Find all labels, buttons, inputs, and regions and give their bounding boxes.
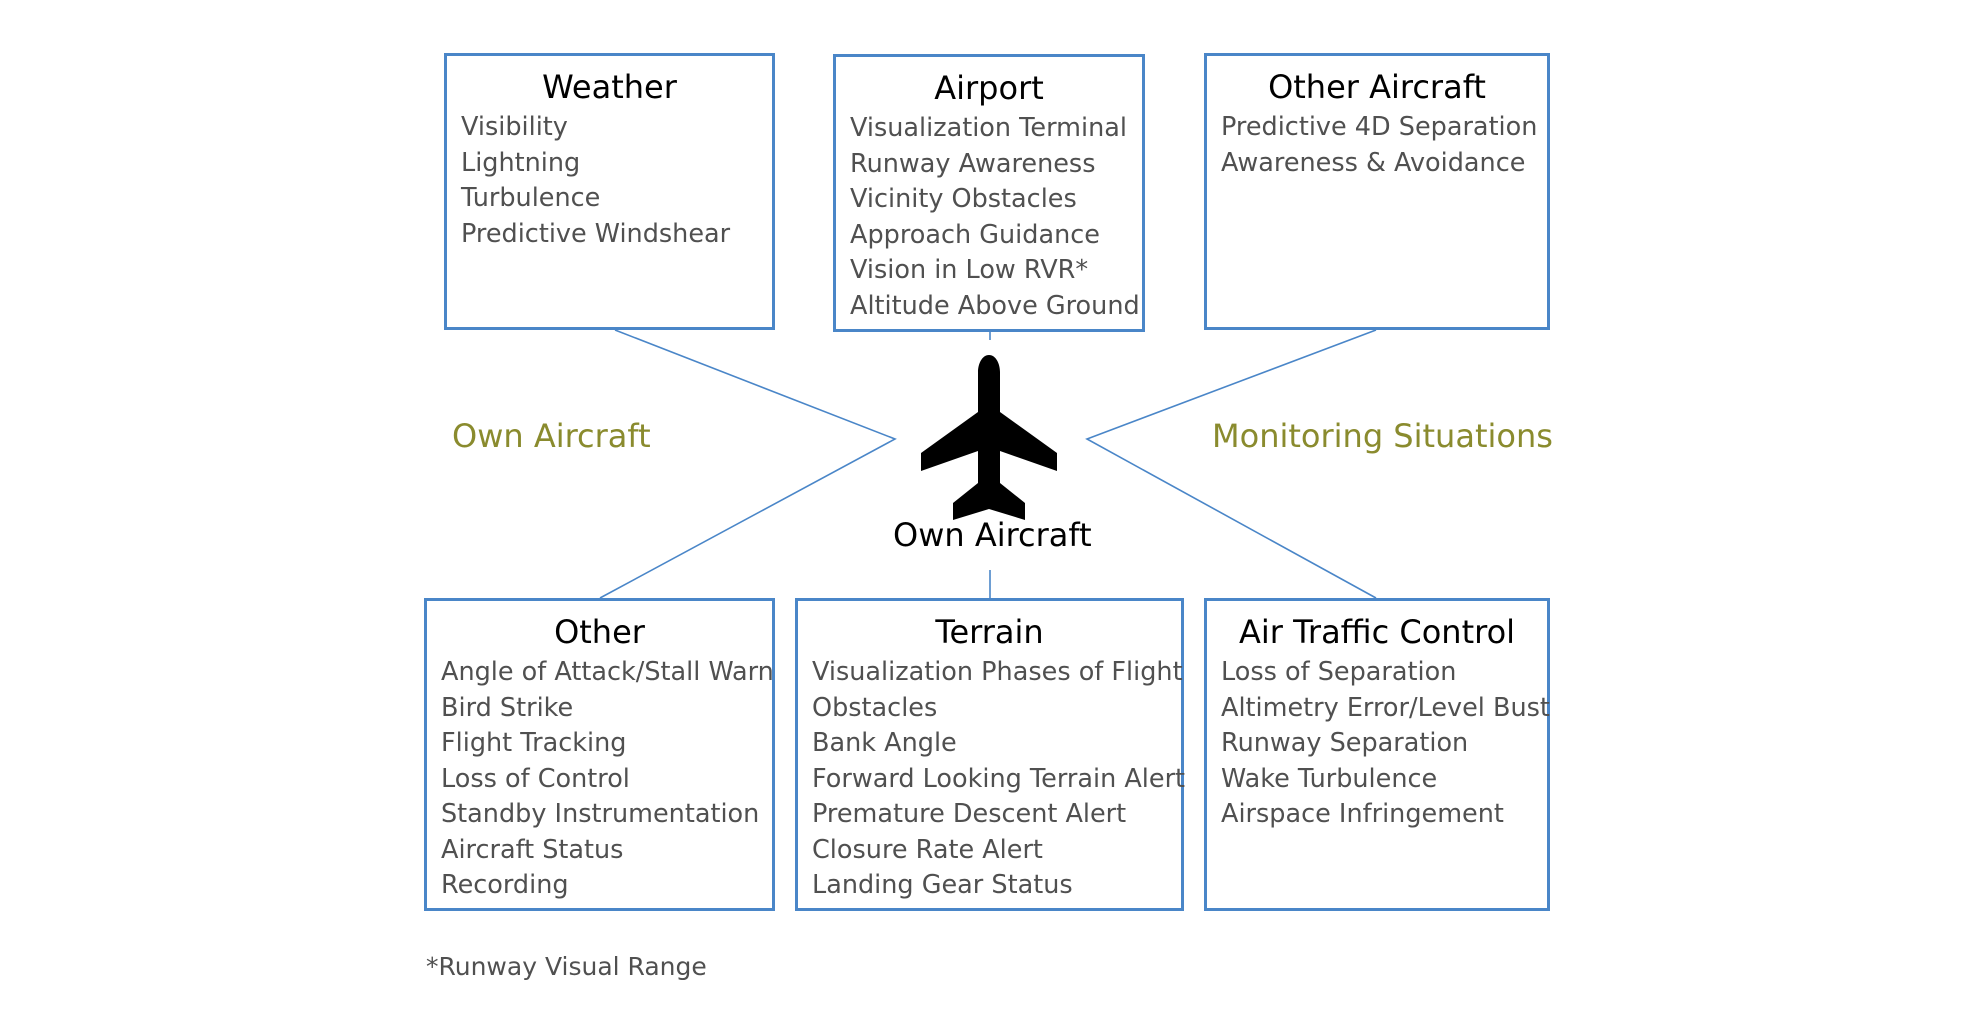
other-title: Other <box>554 613 645 651</box>
atc-list <box>1207 655 1550 833</box>
list-item: Airspace Infringement <box>1221 799 1504 829</box>
list-item: Obstacles <box>812 692 938 723</box>
terrain-list <box>798 655 1186 904</box>
list-item: Wake Turbulence <box>1221 763 1438 794</box>
connector-left <box>600 330 895 598</box>
list-item: Closure Rate Alert <box>812 834 1043 865</box>
list-item: Bird Strike <box>441 692 574 723</box>
list-item: Aircraft Status <box>441 834 624 865</box>
list-item: Angle of Attack/Stall Warn <box>441 657 774 687</box>
list-item: Runway Awareness <box>850 148 1096 179</box>
list-item: Forward Looking Terrain Alert <box>812 763 1186 794</box>
list-item: Awareness & Avoidance <box>1221 147 1526 178</box>
weather-title: Weather <box>542 68 677 106</box>
other-aircraft-title: Other Aircraft <box>1268 68 1486 106</box>
terrain-box <box>795 598 1184 911</box>
airport-list <box>836 111 1142 324</box>
terrain-title: Terrain <box>935 613 1044 651</box>
right-side-label: Monitoring Situations <box>1212 417 1553 455</box>
list-item: Recording <box>441 870 569 900</box>
other-aircraft-list <box>1207 110 1547 181</box>
list-item: Approach Guidance <box>850 219 1100 250</box>
other-aircraft-box <box>1204 53 1550 330</box>
weather-list <box>447 110 772 252</box>
list-item: Altitude Above Ground <box>850 290 1140 321</box>
list-item: Landing Gear Status <box>812 870 1073 900</box>
list-item: Turbulence <box>461 183 601 213</box>
list-item: Visualization Phases of Flight <box>812 657 1183 687</box>
list-item: Predictive 4D Separation <box>1221 112 1538 142</box>
list-item: Lightning <box>461 147 581 178</box>
list-item: Predictive Windshear <box>461 218 731 249</box>
other-box <box>424 598 775 911</box>
list-item: Flight Tracking <box>441 728 627 758</box>
connector-right <box>1087 330 1376 598</box>
airplane-icon <box>919 355 1059 520</box>
list-item: Loss of Control <box>441 763 630 794</box>
list-item: Loss of Separation <box>1221 657 1457 687</box>
left-side-label: Own Aircraft <box>452 417 651 455</box>
weather-box <box>444 53 775 330</box>
atc-box <box>1204 598 1550 911</box>
other-list <box>427 655 772 904</box>
list-item: Altimetry Error/Level Bust <box>1221 692 1550 723</box>
footnote: *Runway Visual Range <box>426 952 707 981</box>
list-item: Vicinity Obstacles <box>850 184 1077 214</box>
list-item: Premature Descent Alert <box>812 799 1127 829</box>
list-item: Bank Angle <box>812 728 957 758</box>
list-item: Standby Instrumentation <box>441 799 760 829</box>
airport-title: Airport <box>934 69 1044 107</box>
list-item: Vision in Low RVR* <box>850 255 1089 285</box>
airport-box <box>833 54 1145 332</box>
list-item: Visualization Terminal <box>850 113 1127 143</box>
list-item: Runway Separation <box>1221 728 1469 758</box>
atc-title: Air Traffic Control <box>1238 613 1516 651</box>
list-item: Visibility <box>461 112 568 142</box>
center-own-aircraft-label: Own Aircraft <box>893 516 1092 554</box>
